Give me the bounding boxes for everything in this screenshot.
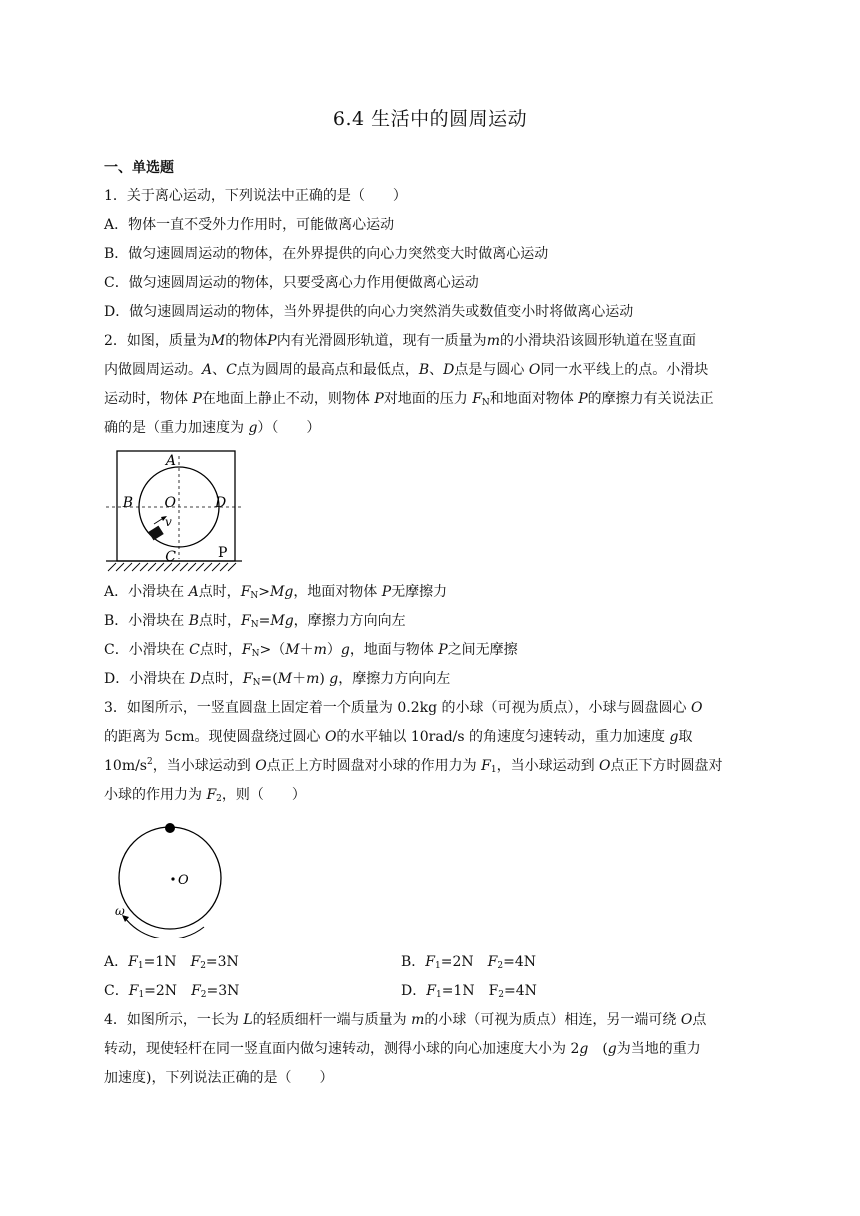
q4-stem-line-3: 加速度)，下列说法正确的是（ ） xyxy=(104,1070,334,1086)
q2-option-c: C．小滑块在 C点时，$F_N>(M+m)g$，地面与物体 P之间无摩擦 xyxy=(104,642,518,659)
label-a: A xyxy=(165,453,176,469)
label-b: B xyxy=(122,495,133,511)
q1-option-d: D．做匀速圆周运动的物体，当外界提供的向心力突然消失或数值变小时将做离心运动 xyxy=(104,304,634,320)
q3-stem-line-2: 的距离为 5cm。现使圆盘绕过圆心 O的水平轴以 10rad/s 的角速度匀速转动，重力加速度 g取 xyxy=(104,729,693,745)
q2-option-b: B．小滑块在 B点时，$F_N=Mg$，摩擦力方向向左 xyxy=(104,613,406,630)
q3-option-c: C．$F_1=2N$ $F_2=3N$ xyxy=(104,983,240,1000)
q2-option-d: D．小滑块在 D点时，$F_N=(M+m)$ g，摩擦力方向向左 xyxy=(104,671,451,688)
page-title: 6.4 生活中的圆周运动 xyxy=(332,108,528,130)
label-center-o: O xyxy=(178,873,189,888)
section-heading: 一、单选题 xyxy=(104,160,174,176)
q3-stem-line-1: 3．如图所示，一竖直圆盘上固定着一个质量为 0.2kg 的小球（可视为质点），小球与圆盘圆心 O xyxy=(104,700,703,716)
q1-option-b: B．做匀速圆周运动的物体，在外界提供的向心力突然变大时做离心运动 xyxy=(104,246,549,262)
q2-option-a: A．小滑块在 A点时，$F_N>Mg$，地面对物体 P无摩擦力 xyxy=(104,584,448,601)
q3-option-b: B．$F_1=2N$ $F_2=4N$ xyxy=(401,954,536,971)
q2-stem-line-3: 运动时，物体 P在地面上静止不动，则物体 P对地面的压力 $F_N$和地面对物体 P的摩擦力有关说法正 xyxy=(104,391,714,408)
q1-option-c: C．做匀速圆周运动的物体，只要受离心力作用便做离心运动 xyxy=(104,275,479,291)
q3-figure xyxy=(108,818,228,938)
q4-stem-line-2: 转动，现使轻杆在同一竖直面内做匀速转动，测得小球的向心加速度大小为 2g (g为当地的重力 xyxy=(104,1041,701,1057)
label-o: O xyxy=(164,495,176,511)
q1-stem: 1．关于离心运动，下列说法中正确的是（ ） xyxy=(104,188,407,204)
q4-stem-line-1: 4．如图所示，一长为 L的轻质细杆一端与质量为 m的小球（可视为质点）相连，另一端可绕 O点 xyxy=(104,1012,707,1028)
label-p: P xyxy=(218,545,228,561)
q1-option-a: A．物体一直不受外力作用时，可能做离心运动 xyxy=(104,217,395,233)
q2-figure xyxy=(104,448,244,576)
q2-stem-line-2: 内做圆周运动。A、C点为圆周的最高点和最低点，B、D点是与圆心 O同一水平线上的点。小滑块 xyxy=(104,362,709,378)
label-d: D xyxy=(215,495,227,511)
q2-stem-line-1: 2．如图，质量为M的物体P内有光滑圆形轨道，现有一质量为m的小滑块沿该圆形轨道在竖直面 xyxy=(104,333,696,349)
label-c: C xyxy=(165,549,176,565)
label-omega: ω xyxy=(115,904,125,918)
q3-option-a: A．$F_1=1N$ $F_2=3N$ xyxy=(104,954,239,971)
q2-stem-line-4: 确的是（重力加速度为 g）（ ） xyxy=(104,420,321,436)
q3-stem-line-4: 小球的作用力为 $F_2$，则（ ） xyxy=(104,787,306,804)
label-v: v xyxy=(165,515,172,529)
q3-option-d: D．$F_1=1N$ $F_2=4N$ xyxy=(401,983,537,1000)
q3-stem-line-3: $10m/s^2$，当小球运动到 O点正上方时圆盘对小球的作用力为 $F_1$，当小球运动到 O点正下方时圆盘对 xyxy=(104,757,723,775)
ball xyxy=(165,823,175,833)
slider-block xyxy=(148,526,163,541)
